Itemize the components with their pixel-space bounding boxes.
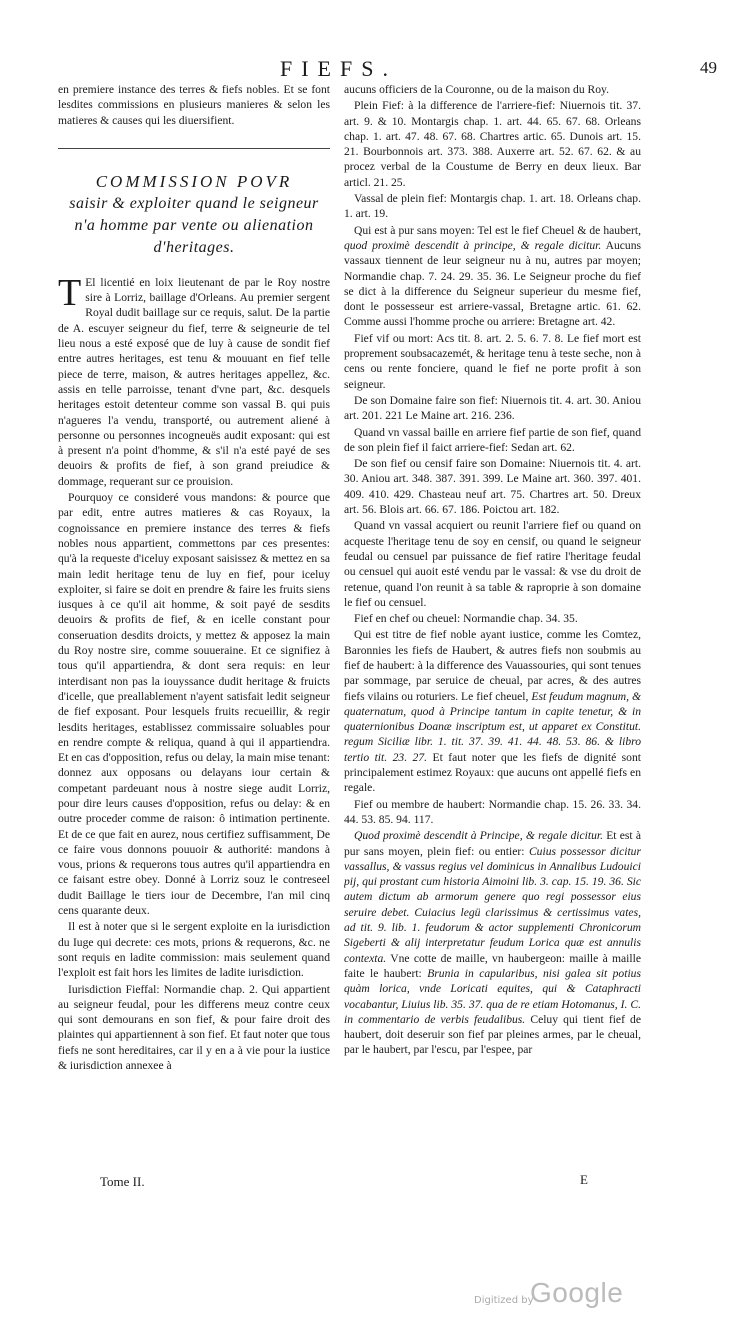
latin-quote: Cuius possessor dicitur vassallus, & vassus regius vel dominicus in Annalibus Ludouici pij, qui prostant cum historia Aimoini lib. 3. cap. 15. 19. 36. Sic autem dictum ab armorum genere quo regi possessor eius seruire debet. Cuiacius legü clarissimus & certissimus vates, ad tit. 9. lib. 1. feudorum & actor supplementi Chronicorum Sigeberti & alij interpretatur feudum Lorica quæ est annulis contexta. bbox=[344, 844, 641, 965]
entry-text: Qui est à pur sans moyen: Tel est le fief Cheuel & de haubert, bbox=[354, 223, 641, 237]
entry-arriere-fief: Quand vn vassal baille en arriere fief partie de son fief, quand de son plein fief il faict arriere-fief: Sedan art. 62. bbox=[344, 425, 641, 454]
right-continuation: aucuns officiers de la Couronne, ou de la maison du Roy. bbox=[344, 83, 609, 96]
page-number: 49 bbox=[700, 58, 717, 77]
google-logo: Google bbox=[530, 1277, 624, 1308]
note-paragraph: Il est à noter que si le sergent exploite en la iurisdiction du Iuge qui decrete: ces mots, prions & requerons, &c. ne sont requis en ladite commission: mais seulement quand l'exploit est fait hors les limites de ladite iurisdiction. bbox=[58, 920, 330, 980]
commission-heading bbox=[58, 171, 330, 259]
volume-label: Tome II. bbox=[100, 1174, 145, 1189]
entry-text: Celuy qui tient fief de haubert, doit deseruir son fief par pleines armes, par le cheual, par le haubert, par l'escu, par l'espee, par bbox=[344, 1012, 641, 1057]
entry-text: Vne cotte de maille, vn haubergeon: maille à maille faite le haubert: bbox=[344, 951, 641, 980]
entry-text: Aucuns vassaux tiennent de leur seigneur nu à nu, autres par moyen; Normandie chap. 7. 24. 29. 35. 36. Le Seigneur proche du fief se dict à la difference du Seigneur superieur du mesme fief, dont le possesseur est arriere-vassal, Bretagne artic. 61. 62. Comme aussi l'homme proche ou arriere: Bretagne art. 42. bbox=[344, 238, 641, 329]
entry-text: Et faut noter que les fiefs de dignité sont principalement estimez Royaux: que aucuns ont appellé fiefs en regale. bbox=[344, 750, 641, 795]
drop-capital: T bbox=[58, 271, 82, 314]
entry-fief-vif-mort: Fief vif ou mort: Acs tit. 8. art. 2. 5. 6. 7. 8. Le fief mort est proprement soubsacazemét, & heritage tenu à teste seche, non à cens ou rente fonciere, quand le fief ne porte profit à son seigneur. bbox=[344, 331, 641, 391]
commission-body-paragraph: Pourquoy ce consideré vous mandons: & pource que par edit, entre autres matieres & cas Royaux, la cognoissance en premiere instance des terres & fiefs nobles nous appartient, commettons par ces presentes: qu'à la requeste d'iceluy exposant saisissez & mettez en sa main ledit heritage tenu de luy en fief, pour iceluy exploiter, si faire se doit en prendre & faire les fruits siens iusques à ce qu'il ait homme, & soit payé de sesdits deuoirs & profits de fief, & en icelle constant pour conseruation desdits droicts, y mettez & apposez la main du Roy nostre sire, comme souueraine. Et ce signifiez à tous qu'il appartiendra, & dont sera requis: en leur interdisant non pas la iouyssance dudit heritage & fruicts d'icelle, que preallablement n'ayent satisfait ledit seigneur de fief exposant. Pour lesquels fruits recueillir, & regir lesdits heritages, establissez commissaire soluables pour en rendre compte & reliqua, quand à qui il appartiendra. Et en cas d'opposition, refus ou delay, la main mise tenant: donnez aux opposans ou delayans iour certain & competant pardeuant nous à nostre siege audit Lorriz, pour dire leurs causes d'opposition, refus ou delay: & en outre proceder comme de raison: ô intimation pertinente. Et de ce que fait en aurez, nous certifiez suffisamment, De ce faire vous donnons pouuoir & authorité: mandons à vous, prions & requerons tous autres qu'il appartiendra en ce faisant estre obey. Donné à Lorriz souz le contreseel dudit Baillage le tiers iour de Decembre, l'an mil cinq cens quarante deux. bbox=[58, 491, 330, 918]
entry-titre-noble bbox=[344, 627, 641, 795]
latin-quote: Quod proximè descendit à Principe, & regale dicitur. bbox=[354, 829, 603, 843]
entry-reunion: Quand vn vassal acquiert ou reunit l'arriere fief ou quand on acqueste l'heritage tenu de soy en censif, ou quand le seigneur feudal ou censuel par puissance de fief ratire l'heritage feudal ou censuel qui auoit esté vendu par le vassal: & vse du droit de retenue, quand l'on reunit à sa table & raproprie à son domaine le fief ou censuel. bbox=[344, 519, 641, 609]
commission-heading-caps: COMMISSION POVR bbox=[95, 171, 293, 191]
entry-haubert: Fief ou membre de haubert: Normandie chap. 15. 26. 33. 34. 44. 53. 85. 94. 117. bbox=[344, 797, 641, 826]
digitization-watermark bbox=[474, 1277, 674, 1313]
latin-quote: quod proximè descendit à principe, & regale dicitur. bbox=[344, 238, 602, 252]
entry-vassal-plein-fief: Vassal de plein fief: Montargis chap. 1. art. 18. Orleans chap. 1. art. 19. bbox=[344, 192, 641, 221]
commission-heading-rest: saisir & exploiter quand le seigneur n'a homme par vente ou alienation d'heritages. bbox=[69, 194, 319, 256]
latin-quote: Est feudum magnum, & quaternatum, quod à Principe tantum in capite tenetur, & in quaternionibus Doanæ inscriptum est, ut apparet ex Constitut. regum Siciliæ libr. 1. tit. 37. 39. 41. 44. 48. 53. 86. & libro tertio tit. 23. 27. bbox=[344, 689, 641, 764]
running-title: FIEFS. bbox=[280, 56, 397, 81]
entry-haubert-detail bbox=[344, 828, 641, 1057]
commission-body-text: El licentié en loix lieutenant de par le Roy nostre sire à Lorriz, baillage d'Orleans. Au premier sergent Royal dudit baillage sur ce requis, salut. De la partie de A. escuyer seigneur du fief, terre & seigneurie de tel lieu nous a esté exposé que de luy à cause de sondit fief entre autres heritages, est tenu & mouuant en fief telle piece de terre, maison, & autres heritages appellez, &c. assis en telle parroisse, tenant d'vne part, &c. desquels heritages estoit detenteur comme son vassal B. qui puis n'agueres l'a vendu, transporté, ou autrement aliené à personne ou personnes incogneuës audit exposant: qui est à present n'a point d'homme, & s'il n'a esté payé de ses deuoirs & profits de fief, à son grand preiudice & dommage, requerant sur ce prouision. bbox=[58, 275, 330, 488]
signature-mark: E bbox=[580, 1172, 588, 1187]
latin-quote: Brunia in capularibus, nisi galea sit potius quàm lorica, vnde Loricati equites, qui & Cataphracti vocabantur, Liuius lib. 35. 37. qua de re etiam Hotomanus, I. C. in commentario de verbis feudalibus. bbox=[344, 966, 641, 1026]
entry-plein-fief: Plein Fief: à la difference de l'arriere-fief: Niuernois tit. 37. art. 9. & 10. Montargis chap. 1. art. 44. 65. 67. 68. Orleans chap. 1. art. 47. 48. 67. 68. Chartres artic. 65. Dunois art. 15. 21. Bourbonnois art. 373. 388. Auxerre art. 52. 67. 62. & au procez verbal de la Coustume de Berry en deux lieux. Bar articl. 21. 25. bbox=[344, 99, 641, 189]
entry-censif-domaine: De son fief ou censif faire son Domaine: Niuernois tit. 4. art. 30. Aniou art. 348. 387. 391. 399. Le Maine art. 360. 397. 401. 409. 410. 429. Chasteau neuf art. 75. Chartres art. 50. Dreux art. 56. Blois art. 66. 67. 186. Poictou art. 182. bbox=[344, 457, 641, 517]
entry-text: Qui est titre de fief noble ayant iustice, comme les Comtez, Baronnies les fiefs de Haubert, & autres fiefs non soubmis au fief de haubert: à la difference des Vauassouries, qui sont tenues par sommage, par seruice de cheual, par acres, & des autres fiefs vilains ou roturiers. Le fief cheuel, bbox=[344, 628, 641, 703]
watermark-prefix: Digitized by bbox=[474, 1295, 534, 1306]
entry-text: Et est à pur sans moyen, plein fief: ou entier: bbox=[344, 829, 641, 858]
commission-body-first bbox=[58, 271, 330, 489]
left-column bbox=[58, 82, 330, 1192]
intro-paragraph: en premiere instance des terres & fiefs nobles. Et se font lesdites commissions en plusieurs manieres & selon les matieres & causes qui les diuersifient. bbox=[58, 83, 330, 127]
right-column bbox=[344, 82, 641, 1197]
section-divider bbox=[58, 148, 330, 149]
entry-domaine-fief: De son Domaine faire son fief: Niuernois tit. 4. art. 30. Aniou art. 201. 221 Le Maine art. 216. 236. bbox=[344, 393, 641, 423]
entry-fief-chef: Fief en chef ou cheuel: Normandie chap. 34. 35. bbox=[354, 612, 578, 626]
jurisdiction-paragraph: Iurisdiction Fieffal: Normandie chap. 2. Qui appartient au seigneur feudal, pour les differens meuz contre ceux qui sont demourans en son fief, & pour faire droit des plaintes qui appartiennent à son fief. Et faut noter que tous fiefs ne sont hereditaires, car il y en a à vie pour la iustice & iurisdiction annexee à bbox=[58, 982, 330, 1073]
entry-pur-sans-moyen bbox=[344, 223, 641, 330]
